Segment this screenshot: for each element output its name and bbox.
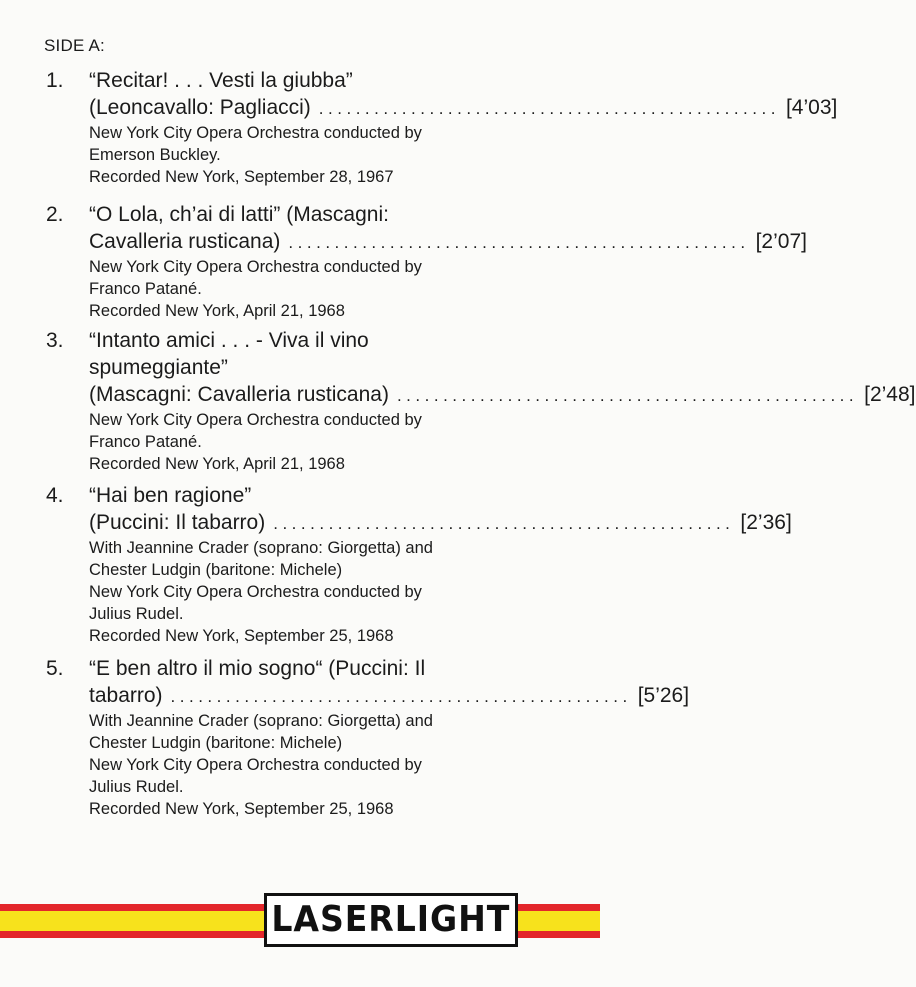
track-title: “Recitar! . . . Vesti la giubba” bbox=[89, 69, 353, 92]
track-detail: Recorded New York, September 25, 1968 bbox=[89, 800, 394, 818]
track-duration: [2’36] bbox=[740, 511, 792, 534]
leader-dots: .................................................. bbox=[273, 514, 735, 533]
track-detail: With Jeannine Crader (soprano: Giorgetta) and bbox=[89, 539, 433, 557]
track-detail: Recorded New York, April 21, 1968 bbox=[89, 302, 345, 320]
track-title-last bbox=[89, 682, 690, 710]
track-title-tail: (Puccini: Il tabarro) bbox=[89, 511, 266, 534]
track-duration: [2’07] bbox=[755, 230, 807, 253]
track-duration: [5’26] bbox=[637, 684, 690, 707]
track-title: “Hai ben ragione” bbox=[89, 484, 252, 507]
track-detail: Julius Rudel. bbox=[89, 778, 184, 796]
leader-dots: .................................................. bbox=[396, 386, 859, 405]
leader-dots: .................................................. bbox=[318, 99, 780, 118]
track-number: 5. bbox=[46, 657, 64, 680]
track-detail: Chester Ludgin (baritone: Michele) bbox=[89, 734, 343, 752]
track-title-tail: (Mascagni: Cavalleria rusticana) bbox=[89, 383, 389, 406]
track-detail: Emerson Buckley. bbox=[89, 146, 221, 164]
track-title-tail: tabarro) bbox=[89, 684, 163, 707]
track-item bbox=[46, 327, 916, 475]
track-number: 2. bbox=[46, 203, 64, 226]
track-title-last bbox=[89, 381, 916, 409]
track-title-tail: (Leoncavallo: Pagliacci) bbox=[89, 96, 311, 119]
laserlight-logo bbox=[264, 893, 518, 947]
track-title-last bbox=[89, 94, 838, 122]
track-detail: Franco Patané. bbox=[89, 280, 202, 298]
track-number: 3. bbox=[46, 329, 64, 352]
track-detail: New York City Opera Orchestra conducted by bbox=[89, 583, 422, 601]
track-item bbox=[46, 655, 690, 820]
track-title-last bbox=[89, 509, 792, 537]
track-detail: Recorded New York, April 21, 1968 bbox=[89, 455, 345, 473]
track-detail: Franco Patané. bbox=[89, 433, 202, 451]
track-title-tail: Cavalleria rusticana) bbox=[89, 230, 281, 253]
track-title: spumeggiante” bbox=[89, 356, 228, 379]
track-title: “Intanto amici . . . - Viva il vino bbox=[89, 329, 369, 352]
side-label: SIDE A: bbox=[44, 36, 105, 55]
track-detail: New York City Opera Orchestra conducted by bbox=[89, 411, 422, 429]
track-title-last bbox=[89, 228, 807, 256]
leader-dots: .................................................. bbox=[288, 233, 750, 252]
logo-text: LASERLIGHT bbox=[271, 899, 511, 940]
track-detail: Chester Ludgin (baritone: Michele) bbox=[89, 561, 343, 579]
track-title: “E ben altro il mio sogno“ (Puccini: Il bbox=[89, 657, 426, 680]
track-detail: Recorded New York, September 28, 1967 bbox=[89, 168, 394, 186]
track-detail: With Jeannine Crader (soprano: Giorgetta) and bbox=[89, 712, 433, 730]
leader-dots: .................................................. bbox=[170, 687, 632, 706]
track-item bbox=[46, 201, 807, 322]
track-detail: Recorded New York, September 25, 1968 bbox=[89, 627, 394, 645]
track-duration: [2’48] bbox=[864, 383, 916, 406]
track-title: “O Lola, ch’ai di latti” (Mascagni: bbox=[89, 203, 389, 226]
track-detail: New York City Opera Orchestra conducted by bbox=[89, 756, 422, 774]
track-detail: New York City Opera Orchestra conducted by bbox=[89, 258, 422, 276]
track-item bbox=[46, 482, 792, 647]
track-number: 1. bbox=[46, 69, 64, 92]
track-item bbox=[46, 67, 838, 188]
track-detail: Julius Rudel. bbox=[89, 605, 184, 623]
track-duration: [4’03] bbox=[785, 96, 838, 119]
track-detail: New York City Opera Orchestra conducted by bbox=[89, 124, 422, 142]
track-number: 4. bbox=[46, 484, 64, 507]
